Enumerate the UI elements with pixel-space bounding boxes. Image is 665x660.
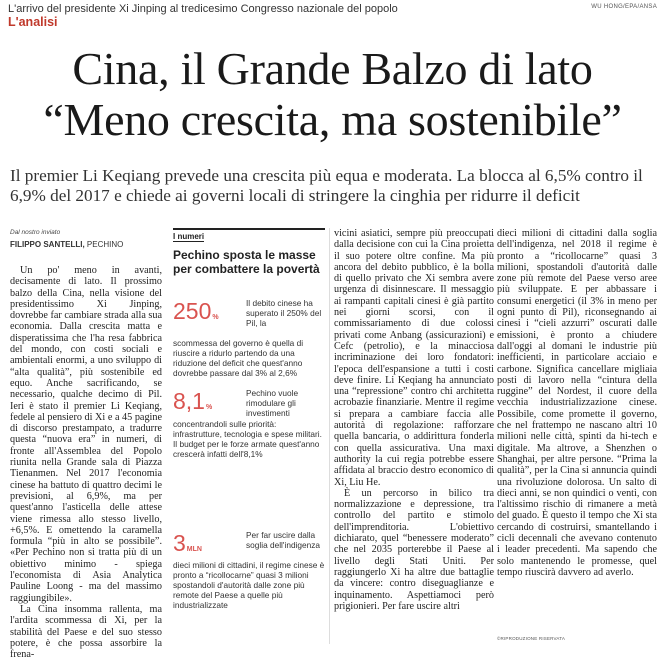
stat-value: 3MLN [173,530,202,556]
byline-author: FILIPPO SANTELLI, [10,240,85,249]
paragraph: È un percorso in bilico tra normalizzazione e depressione, tra controllo del partito e stimolo dell'imprenditoria. L'obiettivo dichiarato, quel “benessere moderato” che nel 2035 porterebbe il Paese al livello degli Stati Uniti. Per raggiungerlo Xi ha altre due battaglie da vincere: contro diseguaglianze e inquinamento. Aspettiamoci però prigionieri. Per fare uscire altri [334,487,494,612]
column-divider [329,228,330,644]
photo-caption: L'arrivo del presidente Xi Jinping al tredicesimo Congresso nazionale del popolo [8,3,398,15]
stat-desc-right: Il debito cinese ha superato il 250% del Pil, la [246,298,322,328]
copyright-notice: ©RIPRODUZIONE RISERVATA [497,636,566,641]
stat-poverty [173,530,325,640]
sidebar-title: Pechino sposta le masse per combattere la povertà [173,248,320,276]
section-label: L'analisi [8,15,58,29]
stat-desc-full: dieci milioni di cittadini, il regime cinese è pronto a “ricollocarne” quasi 3 milioni spostandoli d'autorità dalle zone più remote del Paese a quelle più industrializzate [173,560,325,610]
stat-value: 250% [173,298,219,324]
stat-value: 8,1% [173,388,213,414]
numbers-sidebar [173,228,325,648]
stat-debt [173,298,325,388]
article-column-1 [10,265,162,660]
stat-desc-right: Pechino vuole rimodulare gli investimenti [246,388,299,418]
photo-credit: WU HONG/EPA/ANSA [591,4,657,10]
paragraph: vicini asiatici, sempre più preoccupati dalla decisione con cui la Cina proietta il suo potere oltre confine. Ma più ancora del debito pubblico, è la bolla di quello privato che Xi sembra avere urgenza di disinnescare. Il messaggio ai rampanti capitali cinesi è già partito nei giorni scorsi, con il commissariamento di due colossi privati come Anbang (assicurazioni) e Cefc (petrolio), e la minacciosa incriminazione dei loro fondatori: l'epoca dell'espansione a tutti i costi deve finire. Li Keqiang ha annunciato una “repressione” contro chi architetta acrobazie finanziarie. Mentre il regime si prepara a cambiare faccia alle autorità di regolazione: rafforzare quella bancaria, o addirittura fonderla con quella assicurativa. Una maxi authority la cui regia potrebbe essere affidata al braccio destro economico di Xi, Liu He. [334,228,494,488]
headline-line-1: Cina, il Grande Balzo di lato [72,43,593,94]
headline-line-2: “Meno crescita, ma sostenibile” [43,94,622,145]
article-column-4 [497,228,657,578]
byline-place: PECHINO [84,240,124,249]
byline-note: Dal nostro inviato [10,229,61,236]
stat-desc-right: Per far uscire dalla soglia dell'indigenza [246,530,321,550]
paragraph: Un po' meno in avanti, decisamente di lato. Il prossimo balzo della Cina, nella visione del presidentissimo Xi Jinping, dovrebbe far cambiare strada alla sua economia. Dalla crescita matta e disperatissima che l'ha resa fabbrica del mondo, con costi sociali e ambientali enormi, a uno sviluppo di “alta qualità”, più sostenibile ed equo. Anche sacrificando, se necessario, qualche decimo di Pil. Ieri è stato il premier Li Keqiang, fedele al pensiero di Xi e a 45 pagine di discorso prestampato, a tradurre questa “nuova era” in numeri, di fronte all'Assemblea del Popolo riunita nella Grande sala di Piazza Tienanmen. Nel 2017 l'economia cinese ha battuto di quattro decimi le previsioni, al 6,9%, ma per quest'anno l'asticella delle attese viene rimessa allo stesso livello, +6,5%. E omettendo la caramella formula “più in alto se possibile”. «Per Pechino non si tratta più di un obiettivo minimo - spiega l'economista di Asia Analytica Pauline Loong - ma del massimo raggiungibile». [10,265,162,604]
stat-military [173,388,325,488]
stat-desc-full: scommessa del governo è quella di riuscire a ridurlo partendo da una riduzione del deficit che quest'anno dovrebbe passare dal 3% al 2,6% [173,338,304,378]
byline [10,240,123,249]
paragraph: dieci milioni di cittadini dalla soglia dell'indigenza, nel 2018 il regime è pronto a “ricollocarne” quasi 3 milioni, spostandoli d'autorità dalle zone più remote del Paese verso aree più sviluppate. E per abbassare i consumi energetici (il 3% in meno per ogni punto di Pil), riconsegnando ai cinesi i “cieli azzurri” oscurati dalle emissioni, è pronto a chiudere dall'oggi al domani le industrie più inefficienti, in particolare acciaio e carbone. Significa cancellare migliaia posti di lavoro nella “cintura della ruggine” del Nordest, il cuore della vecchia industrializzazione cinese. Possibile, come promette il governo, che nel frattempo ne nascano altri 10 milioni nelle città, spinti da hi-tech e digitale. Ma altrove, a Shenzhen o Shanghai, per altre persone. “Prima la qualità”, per la Cina si annuncia quindi una rivoluzione dolorosa. Un salto di dieci anni, se non quindici o venti, con l'altissimo rischio di rimanere a metà del guado. È questo il tempo che Xi sta cercando di costruirsi, smantellando i cicli decennali che avevano contenuto i leader precedenti. Ma sapendo che solo mantenendo le promesse, quel tempo riuscirà davvero ad averlo. [497,228,657,578]
article-column-3 [334,228,494,612]
paragraph: La Cina insomma rallenta, ma l'ardita scommessa di Xi, per la stabilità del Paese e del suo stesso potere, è che possa assorbire la frena- [10,603,162,660]
subtitle: Il premier Li Keqiang prevede una crescita più equa e moderata. La blocca al 6,5% contro il 6,9% del 2017 e chiede ai governi locali di stringere la cinghia per ridurre il deficit [10,166,643,205]
stat-desc-full: concentrandoli sulle priorità: infrastrutture, tecnologia e spese militari. Il budget per le forze armate quest'anno crescerà infatti dell'8,1% [173,419,322,459]
sidebar-label: I numeri [173,228,325,241]
